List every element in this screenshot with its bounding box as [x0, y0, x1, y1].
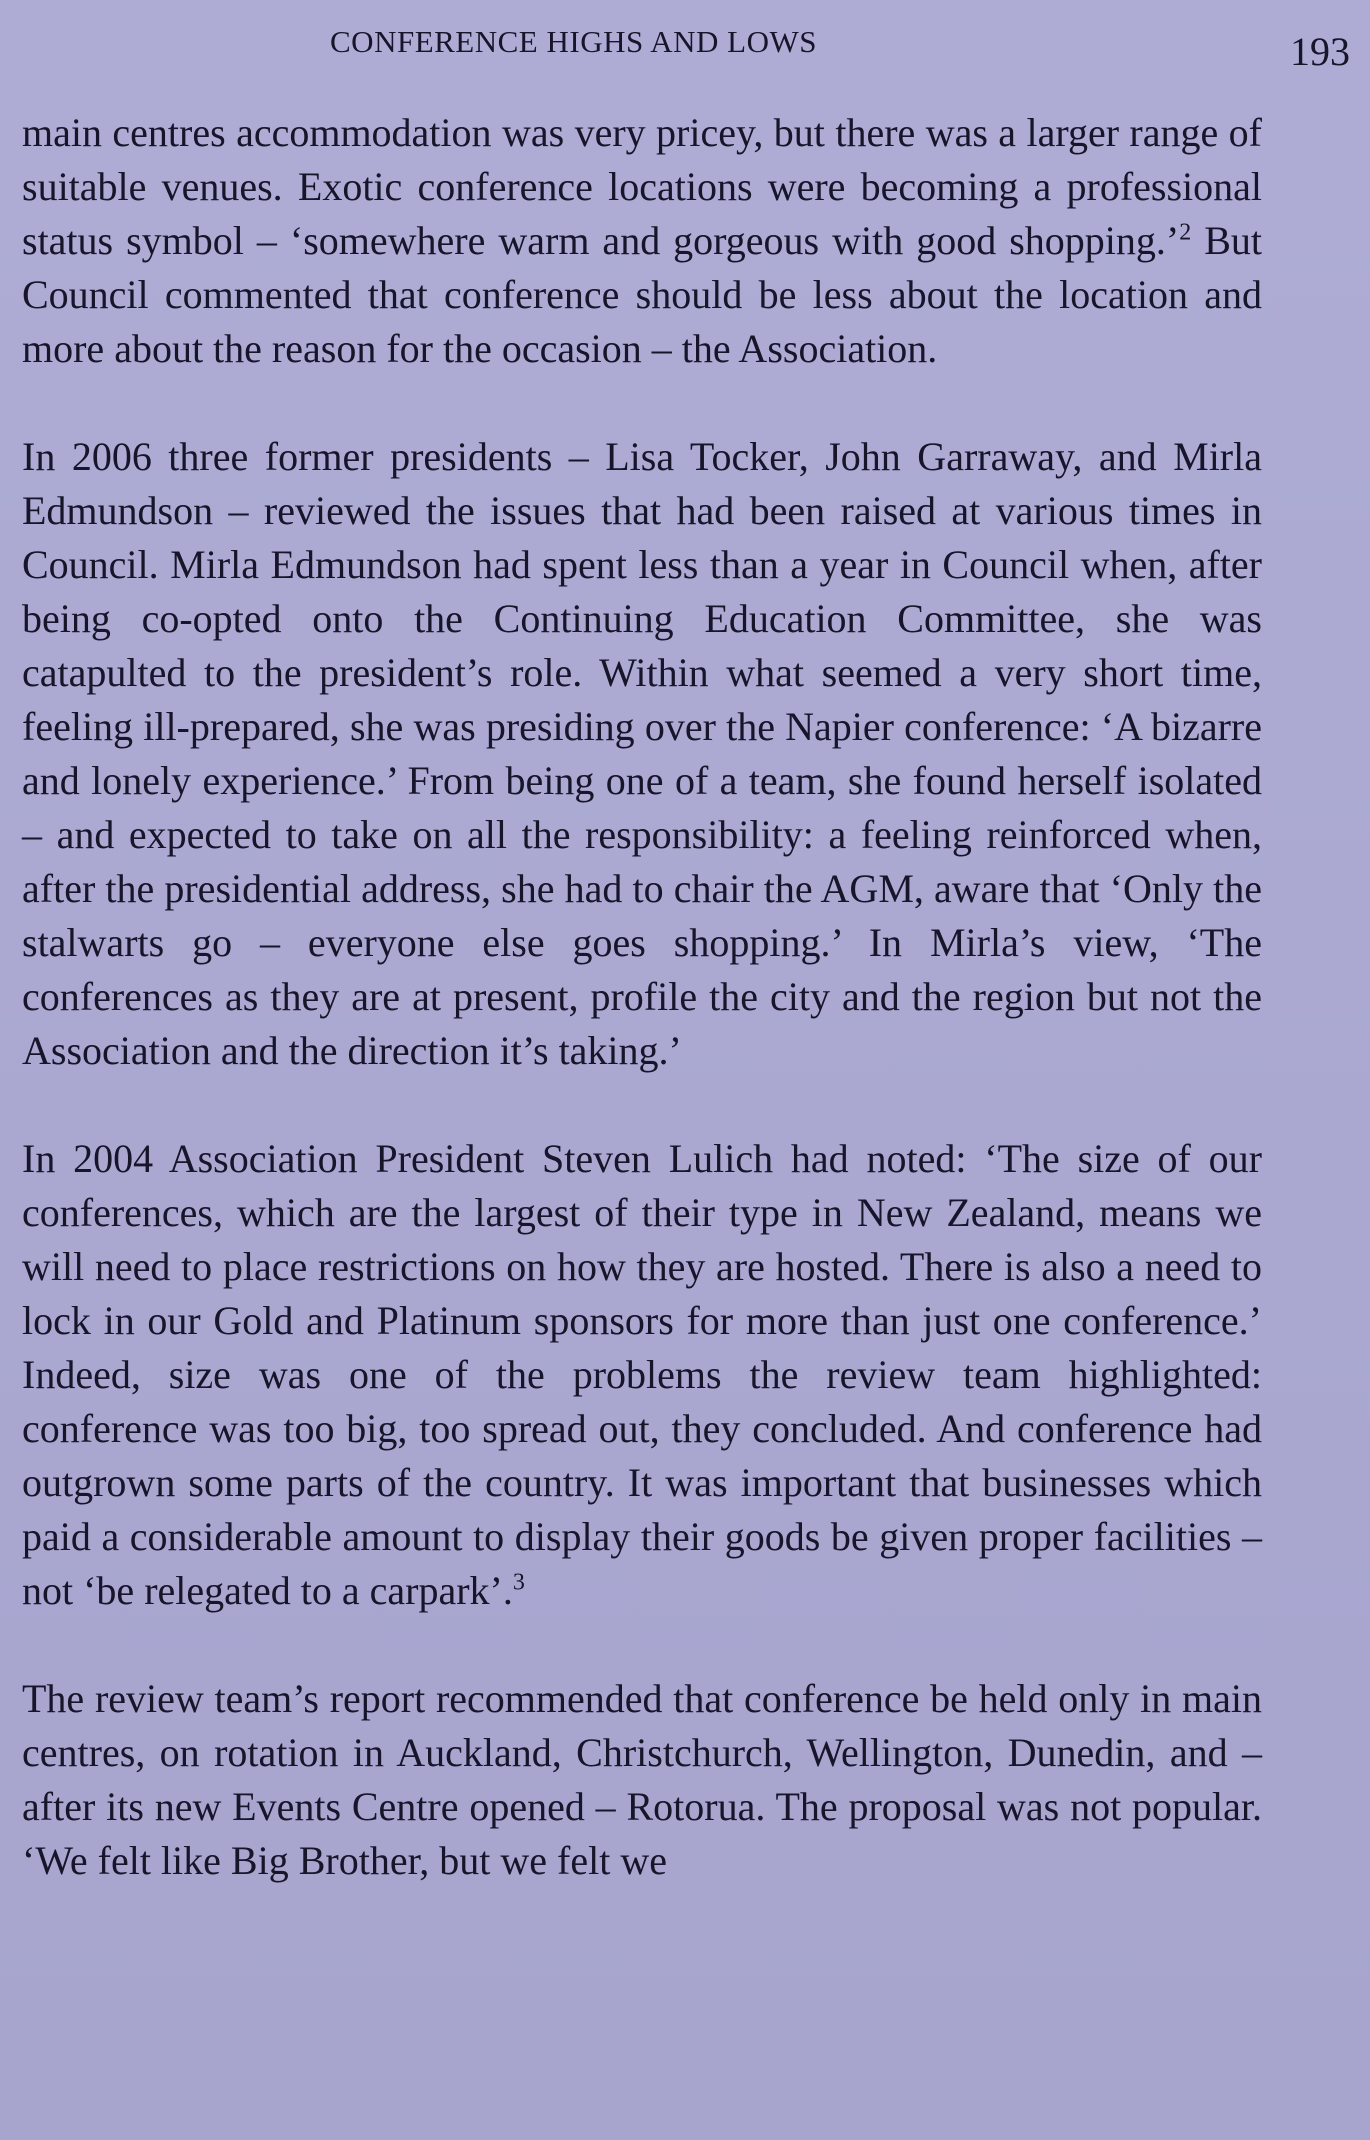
page-header: [0, 24, 1370, 74]
paragraph-1: [22, 106, 1262, 376]
body-text: [22, 106, 1262, 1888]
paragraph-4-text: The review team’s report recommended that conference be held only in main centres, on rotation in Auckland, Christchurch, Wellington, Dunedin, and – after its new Events Centre opened – Rotorua. The proposal was not popular. ‘We felt like Big Brother, but we felt we: [22, 1676, 1262, 1883]
paragraph-1-tail: But Council commented that conference should be less about the location and more about the reason for the occasion – the Association.: [22, 218, 1263, 371]
paragraph-3: [22, 1132, 1262, 1618]
paragraph-2-text: In 2006 three former presidents – Lisa Tocker, John Garraway, and Mirla Edmundson – reviewed the issues that had been raised at various times in Council. Mirla Edmundson had spent less than a year in Council when, after being co-opted onto the Continuing Education Committee, she was catapulted to the president’s role. Within what seemed a very short time, feeling ill-prepared, she was presiding over the Napier conference: ‘A bizarre and lonely experience.’ From being one of a team, she found herself isolated – and expected to take on all the responsibility: a feeling reinforced when, after the presidential address, she had to chair the AGM, aware that ‘Only the stalwarts go – everyone else goes shopping.’ In Mirla’s view, ‘The conferences as they are at present, profile the city and the region but not the Association and the direction it’s taking.’: [22, 434, 1262, 1073]
paragraph-3-text: In 2004 Association President Steven Lulich had noted: ‘The size of our conferences, which are the largest of their type in New Zealand, means we will need to place restrictions on how they are hosted. There is also a need to lock in our Gold and Platinum sponsors for more than just one conference.’ Indeed, size was one of the problems the review team highlighted: conference was too big, too spread out, they concluded. And conference had outgrown some parts of the country. It was important that businesses which paid a considerable amount to display their goods be given proper facilities – not ‘be relegated to a carpark’.: [22, 1136, 1262, 1613]
running-head: CONFERENCE HIGHS AND LOWS: [330, 24, 817, 59]
page-number: 193: [1290, 29, 1350, 74]
footnote-ref-2: 2: [1179, 219, 1192, 246]
paragraph-2: [22, 430, 1262, 1078]
footnote-ref-3: 3: [512, 1569, 525, 1596]
paragraph-4: [22, 1672, 1262, 1888]
paragraph-1-text: main centres accommodation was very pricey, but there was a larger range of suitable venues. Exotic conference locations were becoming a professional status symbol – ‘somewhere warm and gorgeous with good shopping.’: [22, 110, 1262, 263]
